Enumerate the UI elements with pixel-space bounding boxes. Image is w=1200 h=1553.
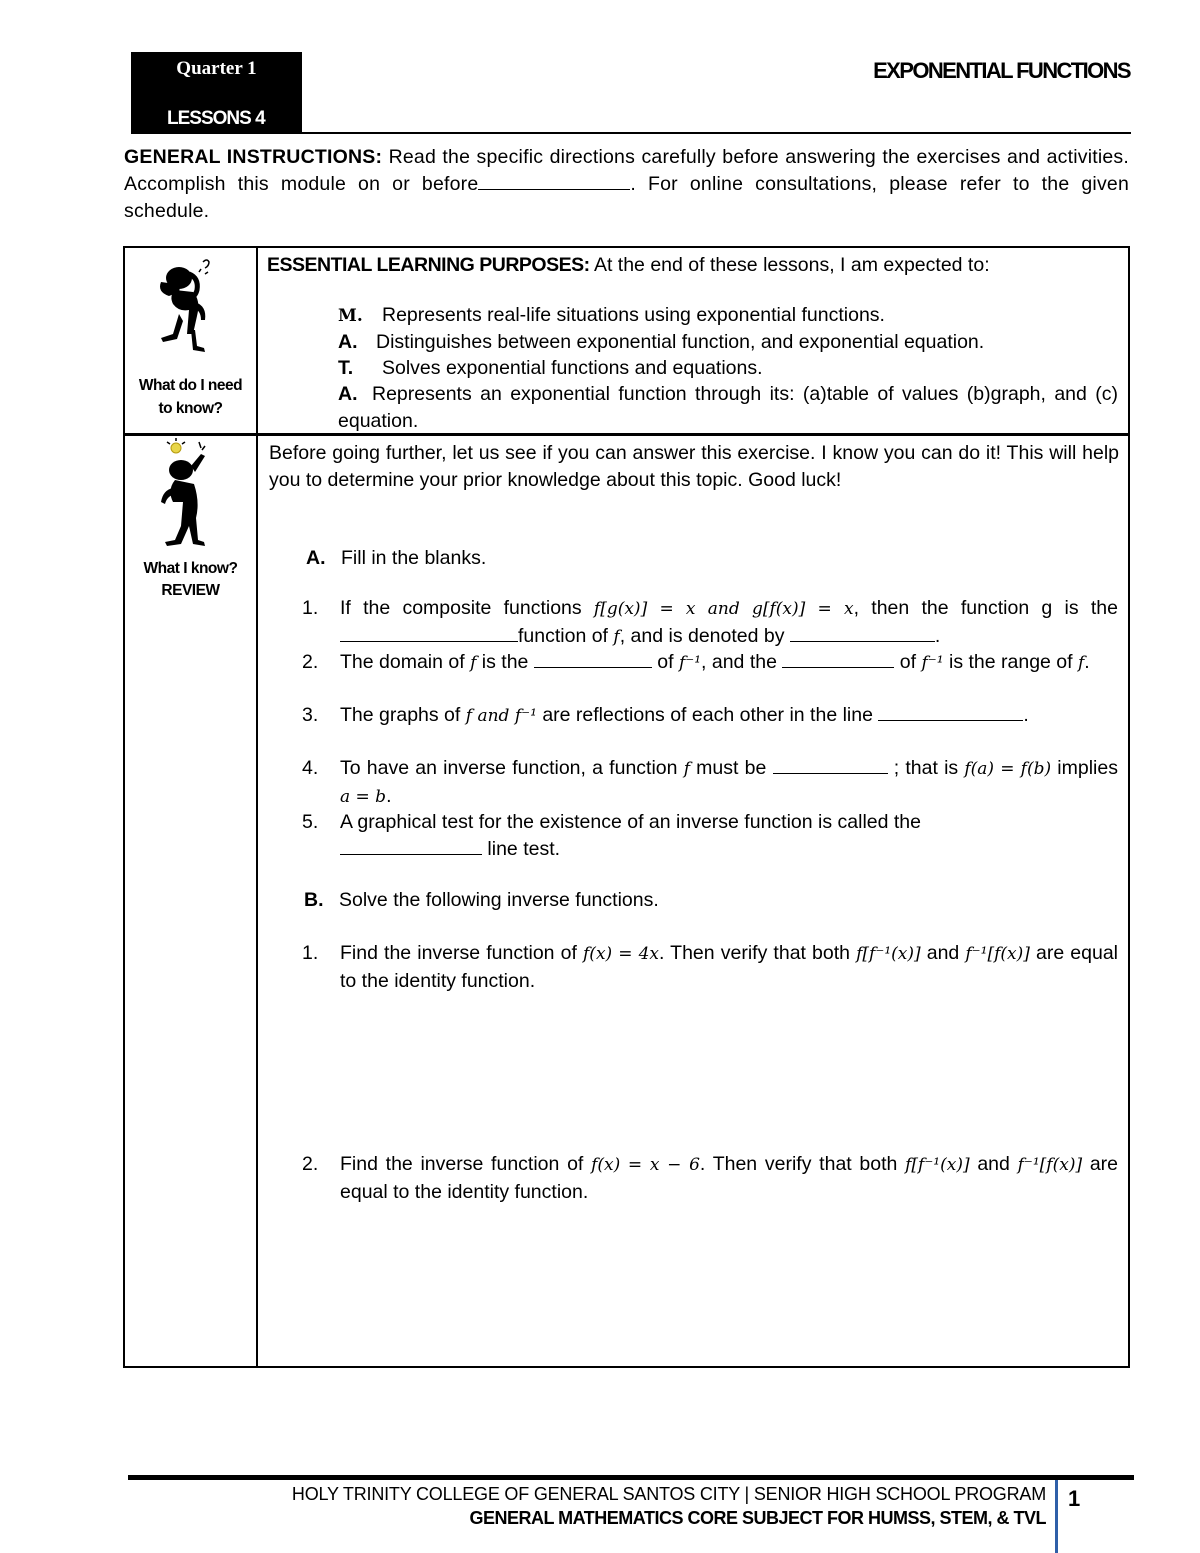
part-b-item-1 [302,940,1119,994]
math-expression: f and f⁻¹ [465,706,537,726]
math-expression: f(x) = x − 6 [591,1155,700,1175]
item-number: 1. [302,597,319,619]
item-text: implies [1051,757,1118,779]
idea-person-icon [153,438,233,550]
review-intro: Before going further, let us see if you can answer this exercise. I know you can do it! This will help you to determine your prior knowledge about this topic. Good luck! [269,442,1119,491]
elp-heading [267,252,1125,279]
answer-blank[interactable] [773,773,888,774]
item-text: of [894,651,922,673]
math-expression: f⁻¹[f(x)] [1017,1155,1083,1175]
part-a-item-5 [302,809,1117,863]
answer-blank[interactable] [340,641,518,642]
page-number: 1 [1068,1486,1081,1511]
elp-item-2 [338,329,984,356]
table-column-divider [256,248,258,1366]
elp-item-1 [338,302,885,330]
item-text: must be [689,757,773,779]
math-expression: f [683,759,690,779]
footer-accent-bar [1055,1480,1058,1553]
part-b-letter: B. [304,889,324,911]
part-a-item-4 [302,755,1118,809]
math-expression: f [613,626,620,647]
footer-subject: GENERAL MATHEMATICS CORE SUBJECT FOR HUMSS, STEM, & TVL [469,1508,1046,1528]
quarter-badge [131,52,302,134]
quarter-label: Quarter 1 [176,58,257,79]
part-a-item-2 [302,649,1117,703]
elp-item-letter: T. [338,357,354,379]
review-icon-caption-2: REVIEW [161,582,220,599]
elp-icon-caption-2: to know? [158,400,223,417]
item-text: . [1084,651,1090,673]
item-text: are equal to the identity function. [340,942,1119,992]
item-text: , and is denoted by [619,624,790,647]
part-b-heading [304,887,659,914]
item-text: Find the inverse function of [340,942,584,964]
item-text: . Then verify that both [659,942,857,964]
answer-blank[interactable] [534,667,652,668]
elp-item-letter: A. [338,383,358,405]
general-instructions [124,144,1129,225]
answer-blank[interactable] [340,854,482,855]
elp-item-text: Distinguishes between exponential function, and exponential equation. [376,331,985,353]
lessons-label: LESSONS 4 [167,108,265,129]
general-instructions-text-2: . For online consultations, please refer to the given schedule. [124,173,1129,222]
footer-institution: HOLY TRINITY COLLEGE OF GENERAL SANTOS CITY | SENIOR HIGH SCHOOL PROGRAM [291,1484,1046,1504]
item-text: . Then verify that both [699,1153,906,1175]
math-expression: f⁻¹[f(x)] [965,944,1030,964]
math-expression: f [470,653,477,673]
header-divider [300,132,1131,134]
part-b-title: Solve the following inverse functions. [339,889,659,911]
item-text: , and the [701,651,783,673]
elp-item-text: Represents an exponential function through its: (a)table of values (b)graph, and (c) equation. [338,383,1118,432]
item-number: 2. [302,1153,319,1175]
elp-icon-caption-1: What do I need [138,377,243,394]
part-a-heading [306,545,486,572]
math-expression: f[f⁻¹(x)] [856,944,921,964]
elp-item-text: Represents real-life situations using exponential functions. [382,304,885,326]
general-instructions-label: GENERAL INSTRUCTIONS: [124,146,383,168]
document-title: EXPONENTIAL FUNCTIONS [873,58,1130,83]
item-text: is the [476,651,534,673]
elp-intro: At the end of these lessons, I am expected to: [589,254,990,276]
math-expression: f⁻¹ [921,653,944,673]
math-expression: f[g(x)] = x and g[f(x)] = x [593,599,854,619]
item-number: 2. [302,651,319,673]
math-expression: a = b [340,786,387,807]
math-expression: f [1077,653,1085,673]
item-text: line test. [482,837,561,860]
item-text: ; that is [887,757,965,779]
elp-item-letter: A. [338,331,358,353]
elp-item-text: Solves exponential functions and equations. [382,357,763,379]
elp-label: ESSENTIAL LEARNING PURPOSES: [267,254,590,276]
item-text: and [969,1153,1018,1175]
item-number: 5. [302,811,319,833]
item-text: To have an inverse function, a function [340,757,684,779]
answer-blank[interactable] [878,720,1023,721]
elp-item-letter: M. [338,306,363,326]
item-text: is the range of [943,651,1078,673]
item-text: . [934,624,941,647]
item-text: are equal to the identity function. [340,1153,1118,1203]
item-text: The graphs of [340,704,466,726]
math-expression: f(a) = f(b) [964,759,1052,779]
item-text: of [651,651,679,673]
item-number: 3. [302,704,319,726]
part-a-item-1 [302,595,1118,649]
item-text: If the composite functions [340,597,594,619]
item-text: are reflections of each other in the line [536,704,879,726]
math-expression: f(x) = 4x [583,944,659,964]
review-icon-caption-1: What I know? [143,560,238,577]
part-a-letter: A. [306,547,326,569]
thinking-person-icon [155,254,231,360]
part-a-item-3 [302,702,1117,756]
item-text: Find the inverse function of [340,1153,592,1175]
item-number: 4. [302,757,319,779]
part-a-title: Fill in the blanks. [341,547,487,569]
item-text: function of [518,624,614,647]
answer-blank[interactable] [782,667,894,668]
math-expression: f[f⁻¹(x)] [905,1155,970,1175]
part-b-item-2 [302,1151,1118,1205]
item-text: A graphical test for the existence of an inverse function is called the [340,811,922,833]
answer-blank[interactable] [790,641,935,642]
item-text: The domain of [340,651,471,673]
item-text: and [920,942,966,964]
item-text: , then the function g is the [853,597,1118,619]
math-expression: f⁻¹ [678,653,702,673]
elp-item-4 [338,381,1118,434]
item-number: 1. [302,942,319,964]
item-text: . [1023,704,1029,726]
item-text: . [386,784,392,807]
general-instructions-text-1: Read the specific directions carefully before answering the exercises and activities. Accomplish this module on or before [124,146,1129,195]
elp-item-3 [338,355,763,382]
deadline-blank[interactable] [478,189,630,190]
footer-divider [128,1475,1134,1480]
